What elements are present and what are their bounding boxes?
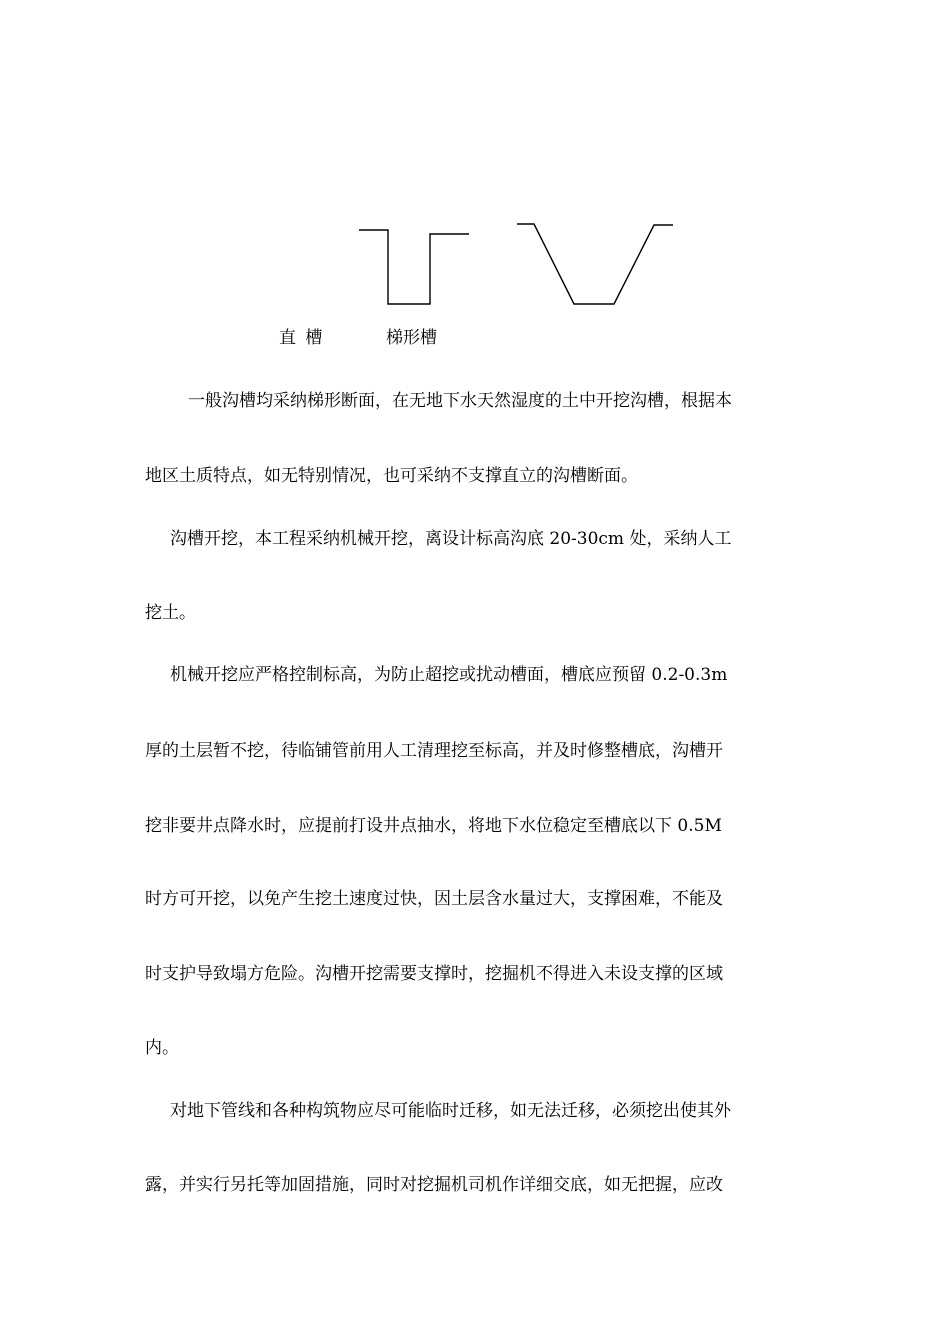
paragraph-line: 露，并实行另托等加固措施，同时对挖掘机司机作详细交底，如无把握，应改 <box>145 1175 723 1195</box>
paragraph-line: 地区土质特点，如无特别情况，也可采纳不支撑直立的沟槽断面。 <box>145 466 638 486</box>
trench-diagram <box>0 0 950 360</box>
straight-trench-shape <box>359 230 469 304</box>
paragraph-line: 时支护导致塌方危险。沟槽开挖需要支撑时，挖掘机不得进入未设支撑的区域 <box>145 964 723 984</box>
paragraph-line: 挖非要井点降水时，应提前打设井点抽水，将地下水位稳定至槽底以下 0.5M <box>145 816 722 836</box>
paragraph-line: 时方可开挖，以免产生挖土速度过快，因土层含水量过大，支撑困难，不能及 <box>145 889 723 909</box>
trapezoid-trench-shape <box>517 224 673 304</box>
paragraph-line: 挖土。 <box>145 603 196 623</box>
paragraph-line: 沟槽开挖，本工程采纳机械开挖，离设计标高沟底 20-30cm 处，采纳人工 <box>170 529 732 549</box>
paragraph-line: 厚的土层暂不挖，待临铺管前用人工清理挖至标高，并及时修整槽底，沟槽开 <box>145 741 723 761</box>
paragraph-line: 一般沟槽均采纳梯形断面，在无地下水天然湿度的土中开挖沟槽，根据本 <box>188 391 732 411</box>
paragraph-line: 对地下管线和各种构筑物应尽可能临时迁移，如无法迁移，必须挖出使其外 <box>170 1101 731 1121</box>
paragraph-line: 机械开挖应严格控制标高，为防止超挖或扰动槽面，槽底应预留 0.2-0.3m <box>170 665 728 685</box>
trapezoid-trench-label: 梯形槽 <box>386 328 437 348</box>
paragraph-line: 内。 <box>145 1038 179 1058</box>
trench-sections-drawing <box>0 0 950 360</box>
straight-trench-label: 直 槽 <box>279 328 325 348</box>
